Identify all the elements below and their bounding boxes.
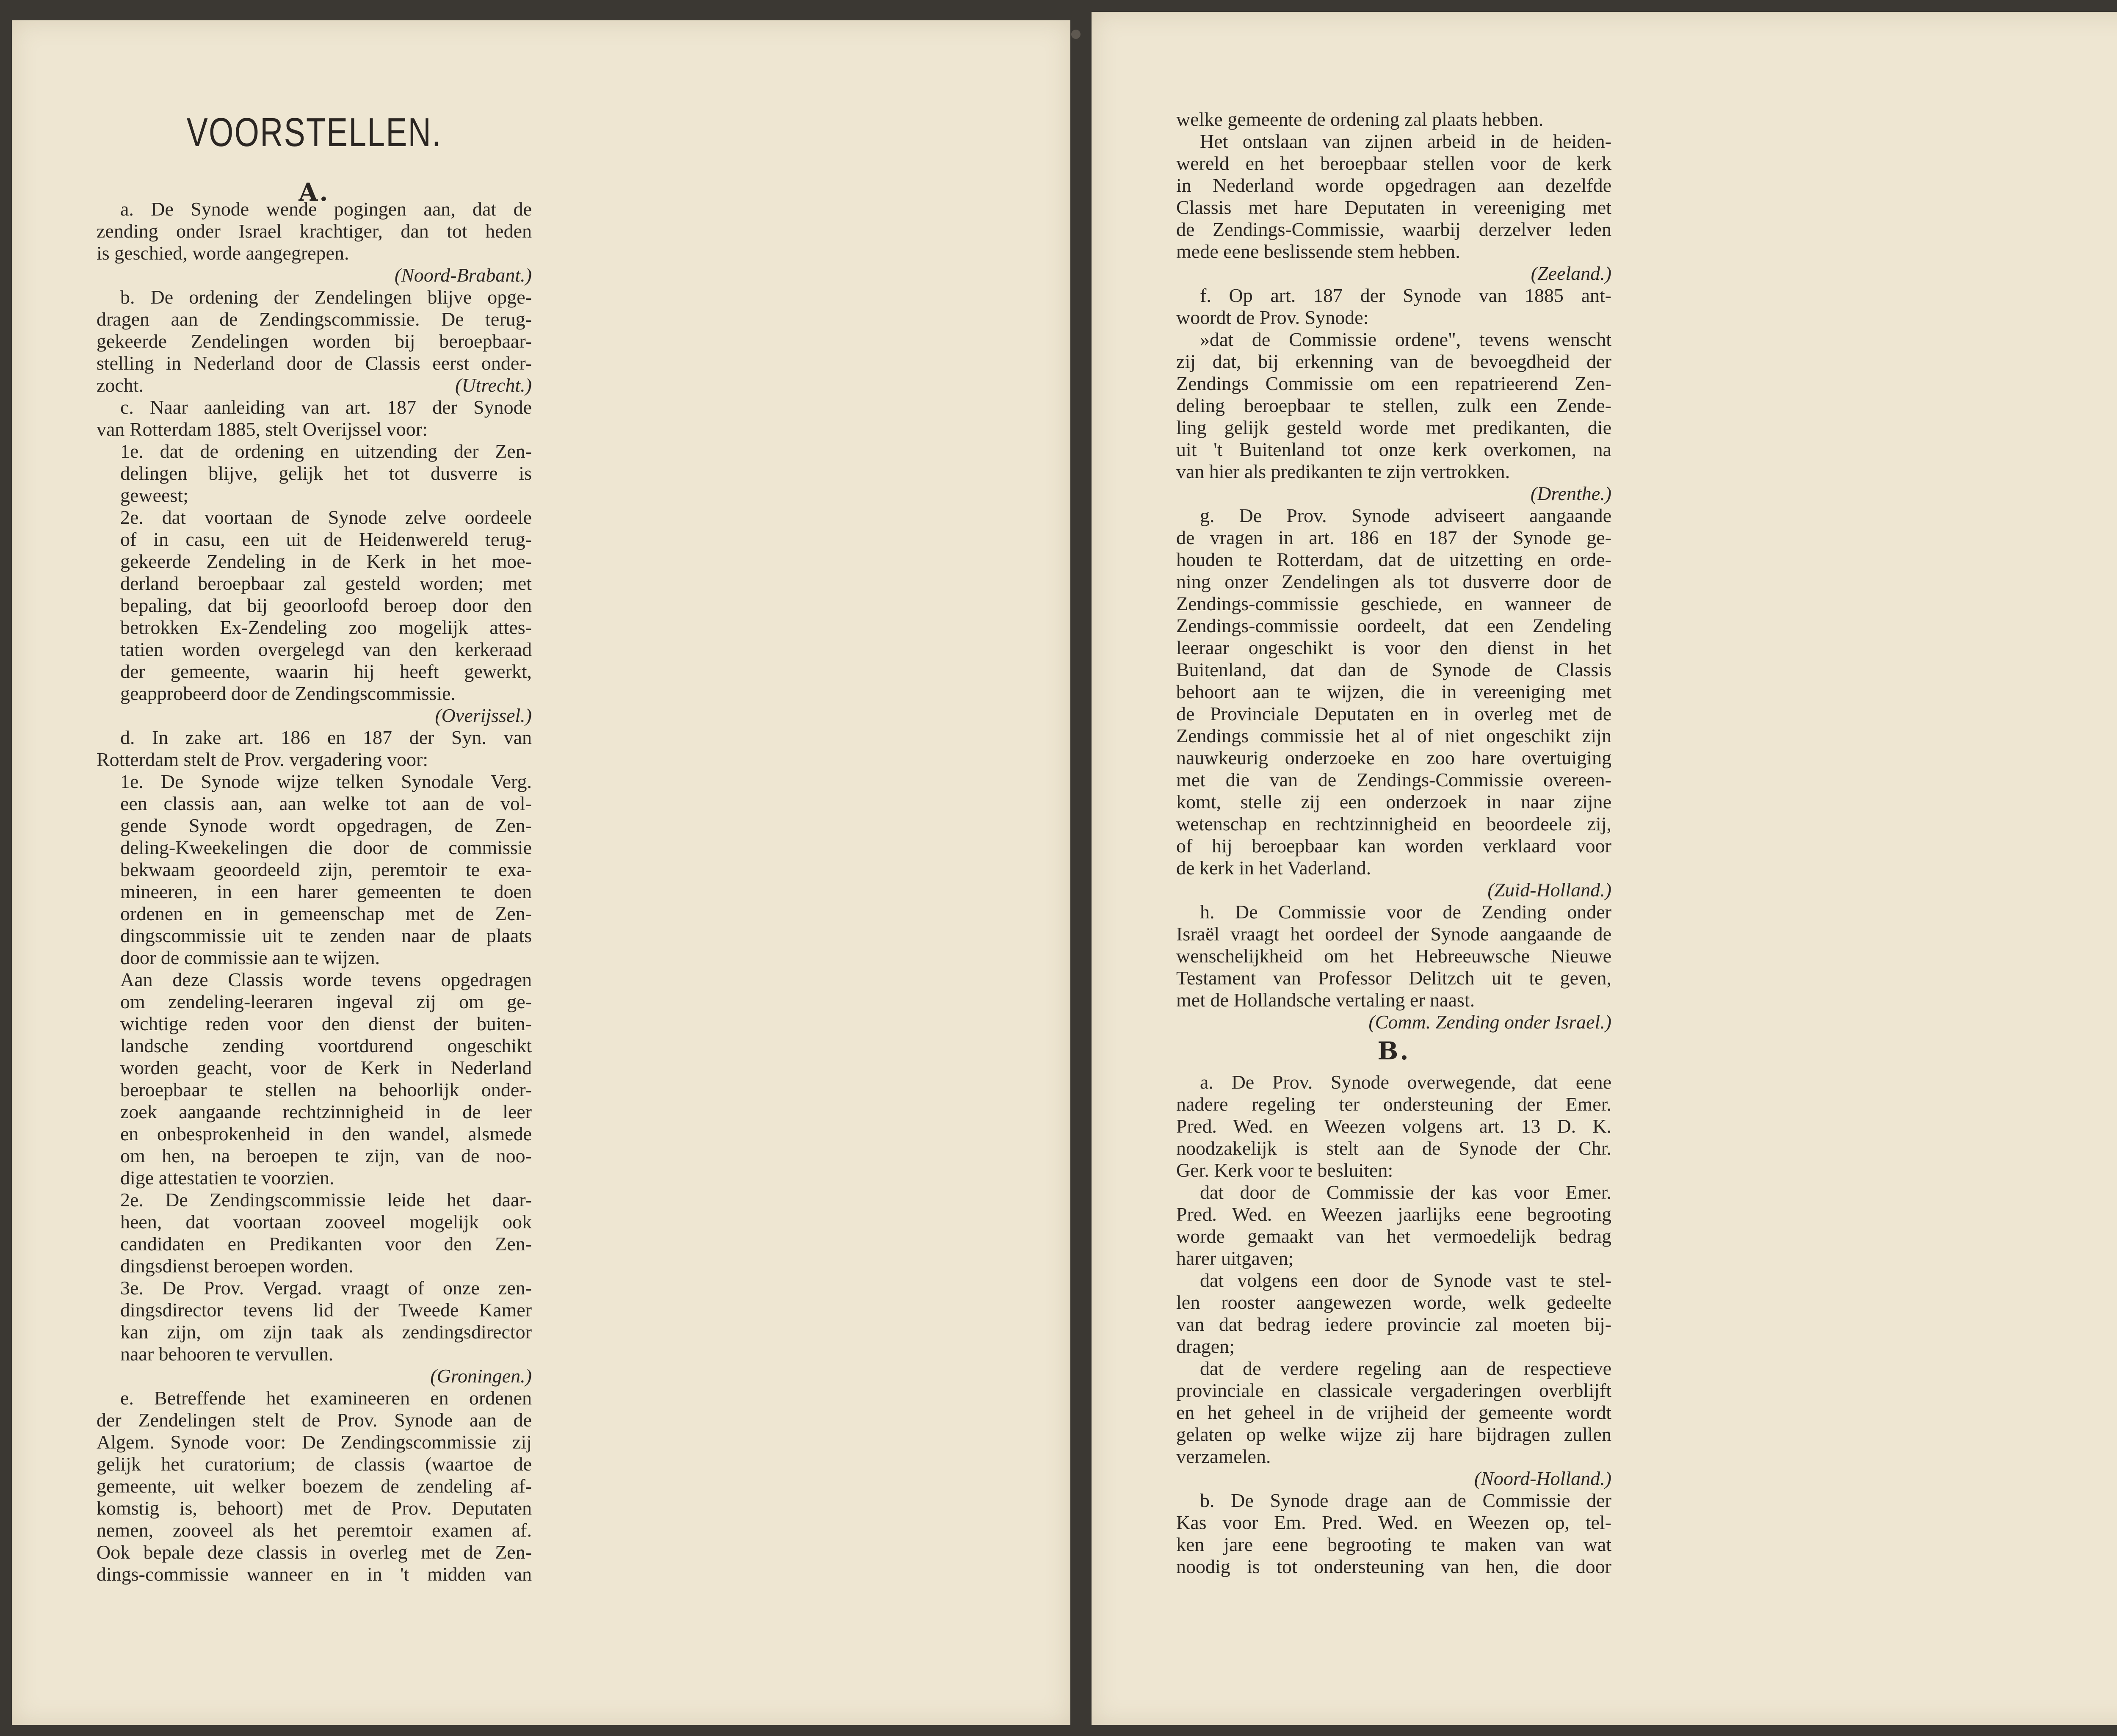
text-line: om zendeling-leeraren ingeval zij om ge- xyxy=(120,991,532,1012)
text-line: Ook bepale deze classis in overleg met de Zen- xyxy=(97,1541,532,1563)
text-line: wenschelijkheid om het Hebreeuwsche Nieuwe xyxy=(1176,945,1611,967)
text-line: zij dat, bij erkenning van de bevoegdheid der xyxy=(1176,351,1611,372)
text-line: b. De Synode drage aan de Commissie der xyxy=(1200,1490,1611,1511)
text-line: is geschied, worde aangegrepen. xyxy=(97,242,349,264)
text-line: len rooster aangewezen worde, welk gedeelte xyxy=(1176,1291,1611,1313)
text-line: dingsdienst beroepen worden. xyxy=(120,1255,354,1277)
text-line: Algem. Synode voor: De Zendingscommissie zij xyxy=(97,1431,532,1453)
text-line: 2e. De Zendingscommissie leide het daar- xyxy=(120,1189,532,1211)
text-line: de kerk in het Vaderland. xyxy=(1176,857,1371,879)
text-line: dat volgens een door de Synode vast te stel- xyxy=(1200,1269,1611,1291)
text-line: dige attestatien te voorzien. xyxy=(120,1167,334,1189)
text-line: gende Synode wordt opgedragen, de Zen- xyxy=(120,815,532,836)
text-line: gekeerde Zendelingen worden bij beroepbaar- xyxy=(97,330,532,352)
text-line: gelijk het curatorium; de classis (waartoe de xyxy=(97,1453,532,1475)
text-line: of in casu, een uit de Heidenwereld terug- xyxy=(120,528,532,550)
source-attribution: (Utrecht.) xyxy=(455,374,532,396)
text-line: of hij beroepbaar kan worden verklaard voor xyxy=(1176,835,1611,857)
section-heading-b: B. xyxy=(1377,1037,1410,1065)
text-line: van hier als predikanten te zijn vertrokken. xyxy=(1176,461,1510,482)
text-line: van Rotterdam 1885, stelt Overijssel voor: xyxy=(97,418,428,440)
text-line: (Noord-Holland.) xyxy=(1474,1468,1611,1489)
text-line: provinciale en classicale vergaderingen overblijft xyxy=(1176,1379,1611,1401)
text-line: 1e. De Synode wijze telken Synodale Verg. xyxy=(120,771,532,792)
text-line: woordt de Prov. Synode: xyxy=(1176,307,1369,328)
text-line: 2e. dat voortaan de Synode zelve oordeele xyxy=(120,506,532,528)
text-line: g. De Prov. Synode adviseert aangaande xyxy=(1200,505,1611,526)
text-line: met die van de Zendings-Commissie overeen- xyxy=(1176,769,1611,791)
text-line: de Provinciale Deputaten en in overleg met de xyxy=(1176,703,1611,724)
text-line: h. De Commissie voor de Zending onder xyxy=(1200,901,1611,923)
text-line: noodzakelijk is stelt aan de Synode der Chr. xyxy=(1176,1137,1611,1159)
text-line: door de commissie aan te wijzen. xyxy=(120,947,380,968)
text-line: »dat de Commissie ordene", tevens wenscht xyxy=(1200,329,1611,350)
text-line: d. In zake art. 186 en 187 der Syn. van xyxy=(120,727,532,748)
text-line: nemen, zooveel als het peremtoir examen af. xyxy=(97,1519,532,1541)
text-line: worden geacht, voor de Kerk in Nederland xyxy=(120,1057,532,1078)
text-line: (Groningen.) xyxy=(430,1365,532,1387)
text-line: ken jare eene begrooting te maken van wat xyxy=(1176,1534,1611,1555)
text-line: van dat bedrag iedere provincie zal moeten bij- xyxy=(1176,1313,1611,1335)
text-line: Aan deze Classis worde tevens opgedragen xyxy=(120,969,532,990)
text-line: Rotterdam stelt de Prov. vergadering voor: xyxy=(97,749,428,770)
text-line: komt, stelle zij een onderzoek in naar zijne xyxy=(1176,791,1611,813)
text-line: ling gelijk gesteld worde met predikanten, die xyxy=(1176,417,1611,438)
text-line: derland beroepbaar zal gesteld worden; met xyxy=(120,572,532,594)
text-line: landsche zending voortdurend ongeschikt xyxy=(120,1035,532,1056)
text-line: naar behooren te vervullen. xyxy=(120,1343,334,1365)
text-line: behoort aan te wijzen, die in vereeniging met xyxy=(1176,681,1611,702)
text-line: a. De Prov. Synode overwegende, dat eene xyxy=(1200,1071,1611,1093)
text-line: met de Hollandsche vertaling er naast. xyxy=(1176,989,1475,1011)
text-line: Zendings Commissie om een repatrieerend Zen- xyxy=(1176,373,1611,394)
text-line: bepaling, dat bij geoorloofd beroep door den xyxy=(120,594,532,616)
text-line: Het ontslaan van zijnen arbeid in de heiden- xyxy=(1200,130,1611,152)
text-line: verzamelen. xyxy=(1176,1446,1271,1467)
text-line: tatien worden overgelegd van den kerkeraad xyxy=(120,639,532,660)
text-line: Pred. Wed. en Weezen jaarlijks eene begrooting xyxy=(1176,1203,1611,1225)
text-line: komstig is, behoort) met de Prov. Deputaten xyxy=(97,1497,532,1519)
binding-hole-mark xyxy=(1071,30,1081,39)
text-line: Testament van Professor Delitzch uit te geven, xyxy=(1176,967,1611,989)
text-line: mineeren, in een harer gemeenten te doen xyxy=(120,881,532,902)
text-line: Kas voor Em. Pred. Wed. en Weezen op, tel- xyxy=(1176,1512,1611,1533)
text-line: nadere regeling ter ondersteuning der Emer. xyxy=(1176,1093,1611,1115)
text-line: e. Betreffende het examineeren en ordenen xyxy=(120,1387,532,1409)
text-line: in Nederland worde opgedragen aan dezelfde xyxy=(1176,174,1611,196)
text-line: Classis met hare Deputaten in vereeniging met xyxy=(1176,196,1611,218)
text-line: der gemeente, waarin hij heeft gewerkt, xyxy=(120,661,532,682)
text-line: dings-commissie wanneer en in 't midden van xyxy=(97,1563,532,1585)
text-line: de Zendings-Commissie, waarbij derzelver leden xyxy=(1176,218,1611,240)
text-line: en onbesprokenheid in den wandel, alsmede xyxy=(120,1123,532,1144)
text-line: dragen; xyxy=(1176,1335,1235,1357)
text-line: uit 't Buitenland tot onze kerk overkomen, na xyxy=(1176,439,1611,460)
text-line: mede eene beslissende stem hebben. xyxy=(1176,240,1460,262)
text-line: c. Naar aanleiding van art. 187 der Synode xyxy=(120,396,532,418)
text-line: Pred. Wed. en Weezen volgens art. 13 D. K. xyxy=(1176,1115,1611,1137)
text-line: zending onder Israel krachtiger, dan tot heden xyxy=(97,220,532,242)
text-line: dat door de Commissie der kas voor Emer. xyxy=(1200,1181,1611,1203)
text-line: gekeerde Zendeling in de Kerk in het moe- xyxy=(120,550,532,572)
text-line: deling-Kweekelingen die door de commissie xyxy=(120,837,532,858)
text-line: zoek aangaande rechtzinnigheid in de leer xyxy=(120,1101,532,1122)
text-line: Ger. Kerk voor te besluiten: xyxy=(1176,1159,1393,1181)
text-line: Zendings commissie het al of niet ongeschikt zijn xyxy=(1176,725,1611,746)
text-line: (Overijssel.) xyxy=(435,705,532,726)
text-line: (Zuid-Holland.) xyxy=(1487,879,1611,901)
text-line: houden te Rotterdam, dat de uitzetting en orde- xyxy=(1176,549,1611,570)
text-line: wichtige reden voor den dienst der buiten- xyxy=(120,1013,532,1034)
text-line: harer uitgaven; xyxy=(1176,1247,1294,1269)
text-line: welke gemeente de ordening zal plaats hebben. xyxy=(1176,108,1544,130)
text-line: ning onzer Zendelingen als tot dusverre door de xyxy=(1176,571,1611,592)
text-line: ordenen en in gemeenschap met de Zen- xyxy=(120,903,532,924)
text-line: dingsdirector tevens lid der Tweede Kamer xyxy=(120,1299,532,1321)
text-line: noodig is tot ondersteuning van hen, die door xyxy=(1176,1556,1611,1577)
text-line: wereld en het beroepbaar stellen voor de kerk xyxy=(1176,152,1611,174)
text-line: (Noord-Brabant.) xyxy=(394,264,532,286)
text-line: delingen blijve, gelijk het tot dusverre is xyxy=(120,462,532,484)
text-line: (Zeeland.) xyxy=(1531,263,1611,284)
text-line: geapprobeerd door de Zendingscommissie. xyxy=(120,683,456,704)
text-line: Zendings-commissie geschiede, en wanneer de xyxy=(1176,593,1611,614)
text-line: stelling in Nederland door de Classis eerst onder- xyxy=(97,352,532,374)
text-line: leeraar ongeschikt is voor den dienst in het xyxy=(1176,637,1611,658)
text-line: beroepbaar te stellen na behoorlijk onder- xyxy=(120,1079,532,1100)
text-line: candidaten en Predikanten voor den Zen- xyxy=(120,1233,532,1255)
text-line: en het geheel in de vrijheid der gemeente wordt xyxy=(1176,1402,1611,1423)
text-line: nauwkeurig onderzoeke en zoo hare overtuiging xyxy=(1176,747,1611,768)
text-line: a. De Synode wende pogingen aan, dat de xyxy=(120,198,532,220)
text-line: wetenschap en rechtzinnigheid en beoordeele zij, xyxy=(1176,813,1611,835)
text-line: gelaten op welke wijze zij hare bijdragen zullen xyxy=(1176,1424,1611,1445)
text-line: Buitenland, dat dan de Synode de Classis xyxy=(1176,659,1611,680)
text-line: 1e. dat de ordening en uitzending der Zen- xyxy=(120,440,532,462)
text-line: dingscommissie uit te zenden naar de plaats xyxy=(120,925,532,946)
text-line: (Comm. Zending onder Israel.) xyxy=(1368,1011,1611,1033)
text-line: betrokken Ex-Zendeling zoo mogelijk attes- xyxy=(120,616,532,638)
text-line: zocht. xyxy=(97,374,144,396)
text-line: gemeente, uit welker boezem de zendeling af- xyxy=(97,1475,532,1497)
text-line: kan zijn, om zijn taak als zendingsdirector xyxy=(120,1321,532,1343)
right-page xyxy=(1092,12,2117,1725)
text-line: geweest; xyxy=(120,484,188,506)
text-line: bekwaam geoordeeld zijn, peremtoir te exa- xyxy=(120,859,532,880)
text-line: een classis aan, aan welke tot aan de vol- xyxy=(120,793,532,814)
text-line: 3e. De Prov. Vergad. vraagt of onze zen- xyxy=(120,1277,532,1299)
section-heading-a: A. xyxy=(298,178,330,207)
text-line: deling beroepbaar te stellen, zulk een Zende- xyxy=(1176,395,1611,416)
text-line: de vragen in art. 186 en 187 der Synode ge- xyxy=(1176,527,1611,548)
left-page xyxy=(12,20,1070,1725)
text-line: der Zendelingen stelt de Prov. Synode aan de xyxy=(97,1409,532,1431)
text-line: b. De ordening der Zendelingen blijve opge- xyxy=(120,286,532,308)
document-title: VOORSTELLEN. xyxy=(186,110,442,155)
text-line: worde gemaakt van het vermoedelijk bedrag xyxy=(1176,1225,1611,1247)
text-line: (Drenthe.) xyxy=(1530,483,1611,504)
text-line: heen, dat voortaan zooveel mogelijk ook xyxy=(120,1211,532,1233)
text-line: f. Op art. 187 der Synode van 1885 ant- xyxy=(1200,285,1611,306)
text-line: Zendings-commissie oordeelt, dat een Zendeling xyxy=(1176,615,1611,636)
text-line: dat de verdere regeling aan de respectieve xyxy=(1200,1357,1611,1379)
text-line: Israël vraagt het oordeel der Synode aangaande de xyxy=(1176,923,1611,945)
text-line: om hen, na beroepen te zijn, van de noo- xyxy=(120,1145,532,1167)
text-line: dragen aan de Zendingscommissie. De terug- xyxy=(97,308,532,330)
